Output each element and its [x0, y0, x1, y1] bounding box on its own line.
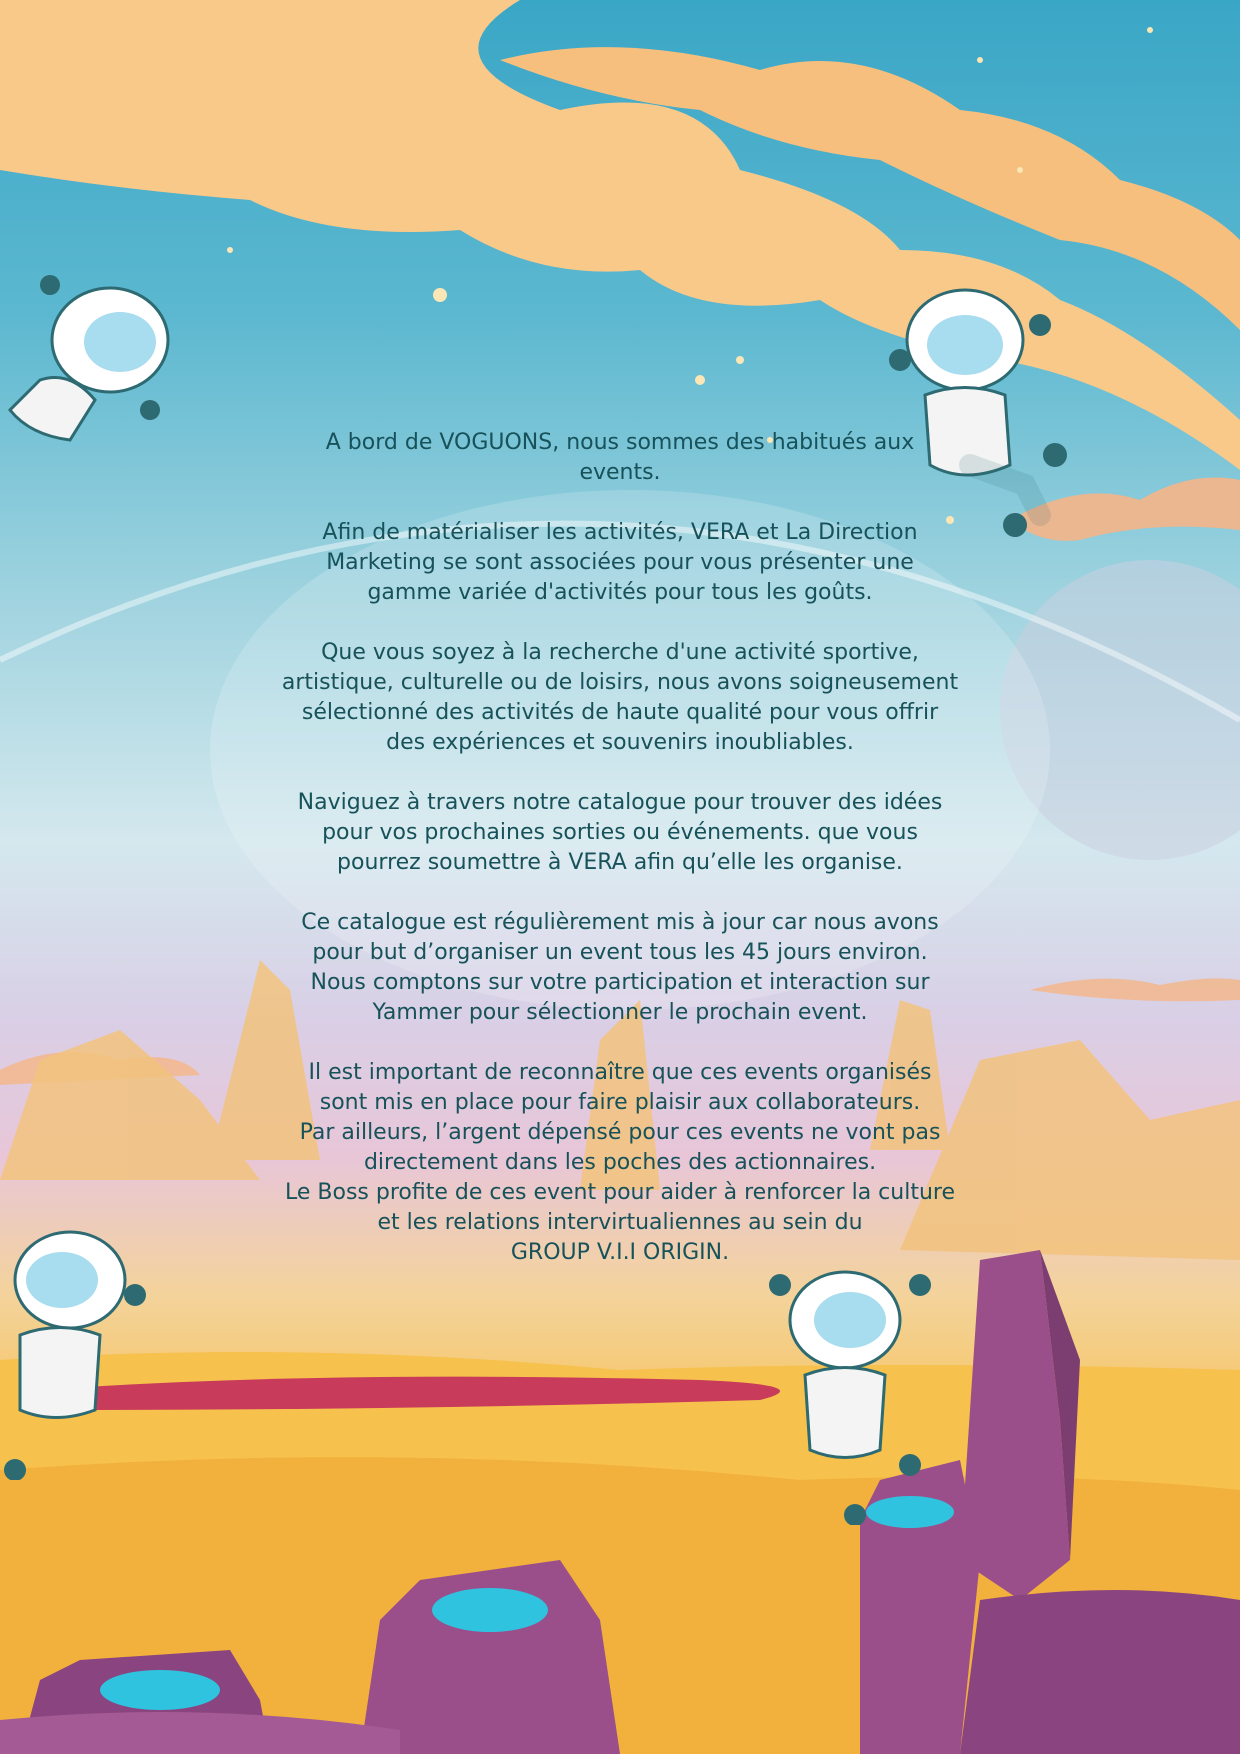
paragraph-updates: Ce catalogue est régulièrement mis à jour car nous avons pour but d’organiser un event tous les 45 jours environ. Nous comptons sur votre participation et interaction sur Yammer pour sélectionner le prochain event.: [301, 910, 939, 1025]
cloud-icon: [1030, 978, 1240, 1001]
astronaut-icon: [0, 1220, 150, 1480]
astronaut-icon: [0, 270, 180, 460]
paragraph-catalogue: Naviguez à travers notre catalogue pour trouver des idées pour vos prochaines sorties ou événements. que vous pourrez soumettre à VERA afin qu’elle les organise.: [297, 790, 943, 875]
paragraph-purpose: Il est important de reconnaître que ces events organisés sont mis en place pour faire plaisir aux collaborateurs. Par ailleurs, l’argent dépensé pour ces events ne vont pas directement dans les poches des actionnaires. Le Boss profite de ces event pour aider à renforcer la culture et les relations intervirtualiennes au sein du GROUP V.I.I ORIGIN.: [285, 1060, 955, 1265]
paragraph-intro: A bord de VOGUONS, nous sommes des habitués aux events.: [325, 430, 915, 485]
paragraph-activities: Que vous soyez à la recherche d'une activité sportive, artistique, culturelle ou de loisirs, nous avons soigneusement sélectionné des activités de haute qualité pour vous offrir des expériences et souvenirs inoubliables.: [281, 640, 959, 755]
intro-text-block: [240, 428, 1000, 1298]
astronaut-icon: [760, 1265, 940, 1525]
paragraph-partnership: Afin de matérialiser les activités, VERA et La Direction Marketing se sont associées pour vous présenter une gamme variée d'activités pour tous les goûts.: [322, 520, 918, 605]
